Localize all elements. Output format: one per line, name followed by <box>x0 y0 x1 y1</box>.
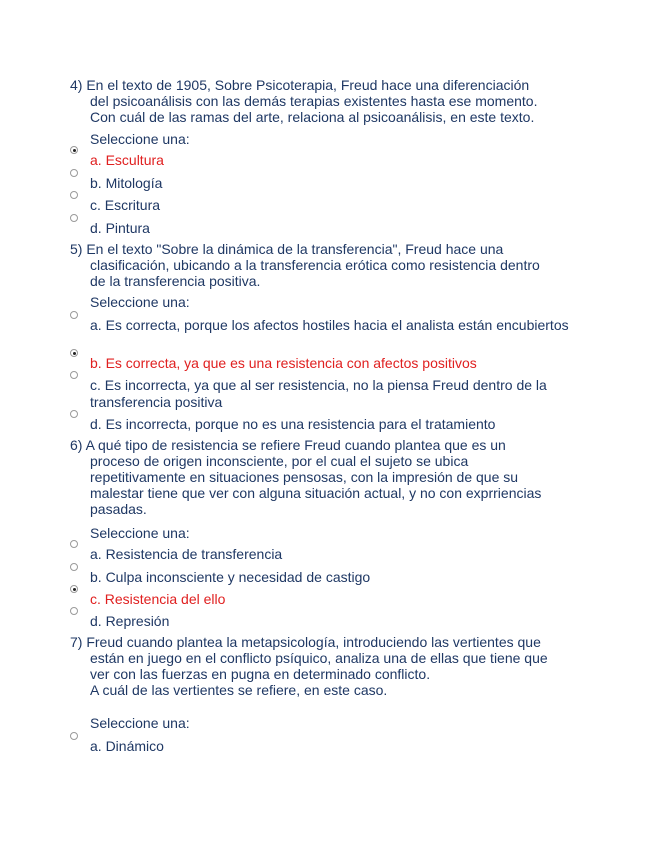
answer-label: a. Escultura <box>90 152 164 168</box>
question-text: 6) A qué tipo de resistencia se refiere Freud cuando plantea que es un <box>70 437 506 453</box>
question-text-line: están en juego en el conflicto psíquico, analiza una de ellas que tiene que <box>90 650 548 666</box>
question-5 <box>70 241 580 289</box>
question-6 <box>70 437 580 517</box>
question-text-line: A cuál de las vertientes se refiere, en este caso. <box>90 682 388 698</box>
answer-label: d. Pintura <box>90 220 150 236</box>
answer-option[interactable] <box>70 569 580 586</box>
answer-option[interactable] <box>70 152 580 169</box>
answer-option[interactable] <box>70 377 580 411</box>
answer-option[interactable] <box>70 317 580 334</box>
radio-button[interactable] <box>70 214 78 222</box>
answer-option[interactable] <box>70 416 580 433</box>
question-text-line: Con cuál de las ramas del arte, relaciona al psicoanálisis, en este texto. <box>90 109 535 125</box>
question-text: 4) En el texto de 1905, Sobre Psicoterapia, Freud hace una diferenciación <box>70 77 530 93</box>
question-text-line: de la transferencia positiva. <box>90 273 261 289</box>
answer-label: a. Dinámico <box>90 738 164 754</box>
answer-option[interactable] <box>70 546 580 563</box>
answer-option[interactable] <box>70 738 580 755</box>
select-label: Seleccione una: <box>90 715 190 731</box>
answer-label: c. Escritura <box>90 197 161 213</box>
radio-button[interactable] <box>70 146 78 154</box>
question-text-line: clasificación, ubicando a la transferencia erótica como resistencia dentro <box>90 257 540 273</box>
radio-button[interactable] <box>70 540 78 548</box>
answer-label: d. Represión <box>90 613 170 629</box>
question-text-line: pasadas. <box>90 501 147 517</box>
radio-button[interactable] <box>70 563 78 571</box>
answer-label: b. Mitología <box>90 175 163 191</box>
question-text-line: proceso de origen inconsciente, por el cual el sujeto se ubica <box>90 453 469 469</box>
select-label: Seleccione una: <box>90 294 190 310</box>
question-text-line: ver con las fuerzas en pugna en determinado conflicto. <box>90 666 431 682</box>
radio-button[interactable] <box>70 371 78 379</box>
question-text: 5) En el texto "Sobre la dinámica de la transferencia", Freud hace una <box>70 241 504 257</box>
radio-button[interactable] <box>70 585 78 593</box>
answer-label: a. Resistencia de transferencia <box>90 546 283 562</box>
question-text: 7) Freud cuando plantea la metapsicología, introduciendo las vertientes que <box>70 634 541 650</box>
answer-label: b. Es correcta, ya que es una resistencia con afectos positivos <box>90 355 477 371</box>
answer-option[interactable] <box>70 220 580 237</box>
question-4 <box>70 77 580 125</box>
answer-label: b. Culpa inconsciente y necesidad de castigo <box>90 569 371 585</box>
answer-label: c. Es incorrecta, ya que al ser resistencia, no la piensa Freud dentro de la transferencia positiva <box>90 377 547 410</box>
answer-option[interactable] <box>70 591 580 608</box>
radio-button[interactable] <box>70 410 78 418</box>
radio-button[interactable] <box>70 607 78 615</box>
radio-button[interactable] <box>70 732 78 740</box>
answer-label: a. Es correcta, porque los afectos hostiles hacia el analista están encubiertos <box>90 317 569 333</box>
question-text-line: repetitivamente en situaciones pensosas, con la impresión de que su <box>90 469 519 485</box>
answer-option[interactable] <box>70 355 580 372</box>
question-7 <box>70 634 580 698</box>
select-label: Seleccione una: <box>90 131 190 147</box>
radio-button[interactable] <box>70 349 78 357</box>
answer-option[interactable] <box>70 197 580 214</box>
question-text-line: del psicoanálisis con las demás terapias existentes hasta ese momento. <box>90 93 538 109</box>
answer-option[interactable] <box>70 175 580 192</box>
radio-button[interactable] <box>70 169 78 177</box>
answer-label: d. Es incorrecta, porque no es una resistencia para el tratamiento <box>90 416 496 432</box>
radio-button[interactable] <box>70 311 78 319</box>
question-text-line: malestar tiene que ver con alguna situación actual, y no con exprriencias <box>90 485 542 501</box>
select-label: Seleccione una: <box>90 525 190 541</box>
answer-label: c. Resistencia del ello <box>90 591 226 607</box>
radio-button[interactable] <box>70 191 78 199</box>
answer-option[interactable] <box>70 613 580 630</box>
